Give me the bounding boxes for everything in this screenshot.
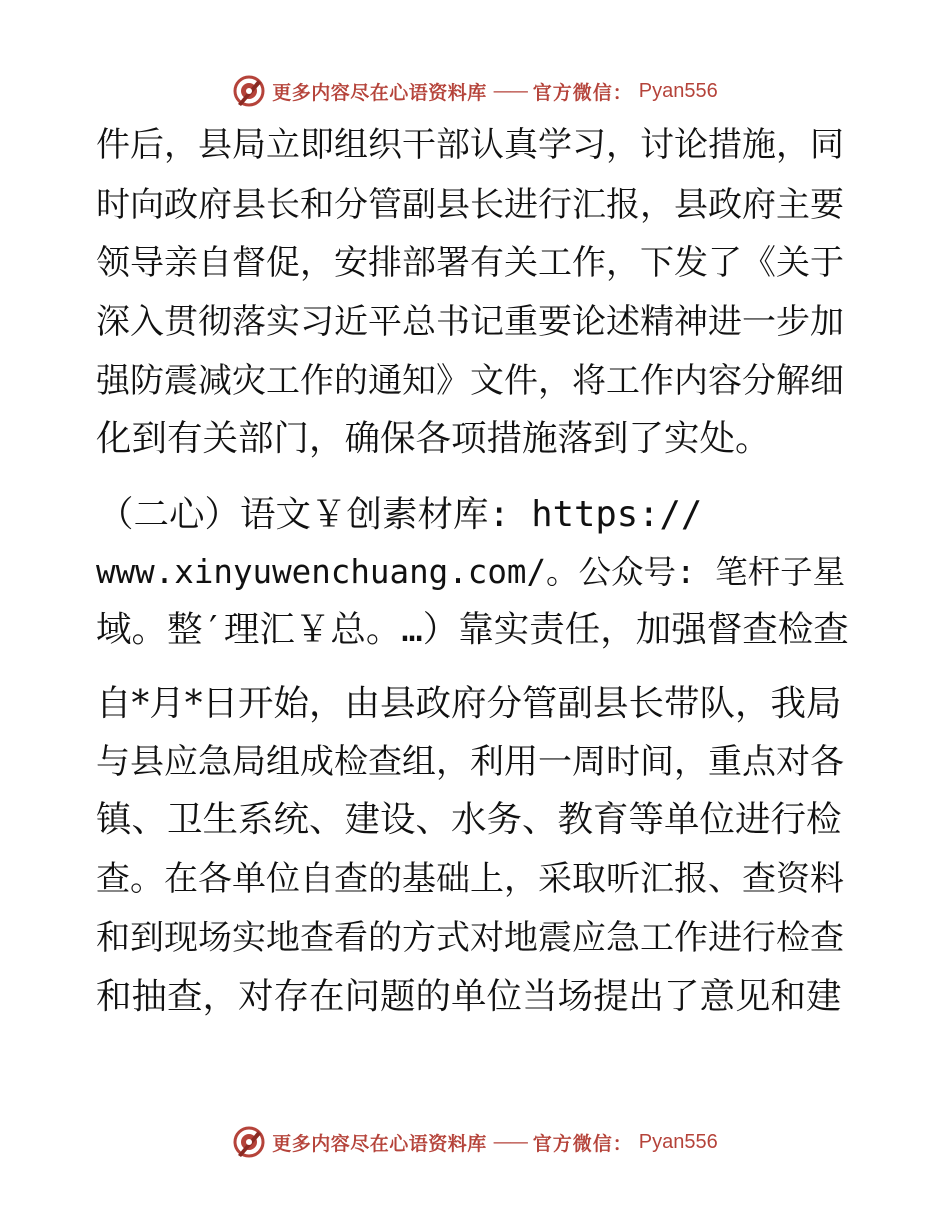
body-line: 自*月*日开始，由县政府分管副县长带队，我局 <box>96 683 842 724</box>
wechat-label: 官方微信： <box>532 81 633 104</box>
promo-text: 更多内容尽在心语资料库 <box>272 81 487 104</box>
body-line: 化到有关部门，确保各项措施落到了实处。 <box>96 418 771 459</box>
wechat-id: Pyan556 <box>638 1130 718 1153</box>
body-line: 与县应急局组成检查组，利用一周时间，重点对各 <box>96 742 844 782</box>
body-line: 查。在各单位自查的基础上，采取听汇报、查资料 <box>96 859 844 899</box>
body-line: 镇、卫生系统、建设、水务、教育等单位进行检 <box>96 799 842 840</box>
body-line: （二心）语文￥创素材库: https:// <box>98 494 703 535</box>
body-line: 域。整′理汇￥总。…）靠实责任，加强督查检查 <box>96 609 849 650</box>
body-line: 领导亲自督促，安排部署有关工作，下发了《关于 <box>96 243 844 283</box>
body-line: www.xinyuwenchuang.com/。公众号: 笔杆子星 <box>96 553 846 591</box>
wechat-label: 官方微信： <box>532 1132 633 1155</box>
body-line: 深入贯彻落实习近平总书记重要论述精神进一步加 <box>96 302 844 342</box>
wechat-id: Pyan556 <box>638 79 718 102</box>
body-line: 强防震减灾工作的通知》文件，将工作内容分解细 <box>96 361 844 401</box>
quill-pen-logo-icon <box>232 74 266 108</box>
body-line: 和到现场实地查看的方式对地震应急工作进行检查 <box>96 918 844 958</box>
footer-banner <box>0 1122 950 1162</box>
body-line: 和抽查，对存在问题的单位当场提出了意见和建 <box>96 976 842 1017</box>
promo-text: 更多内容尽在心语资料库 <box>272 1132 487 1155</box>
body-line: 件后，县局立即组织干部认真学习，讨论措施，同 <box>96 125 844 165</box>
header-banner <box>0 71 950 111</box>
quill-pen-logo-icon <box>232 1125 266 1159</box>
banner-dash: —— <box>492 1131 527 1153</box>
banner-dash: —— <box>492 80 527 102</box>
body-line: 时向政府县长和分管副县长进行汇报，县政府主要 <box>96 185 844 225</box>
